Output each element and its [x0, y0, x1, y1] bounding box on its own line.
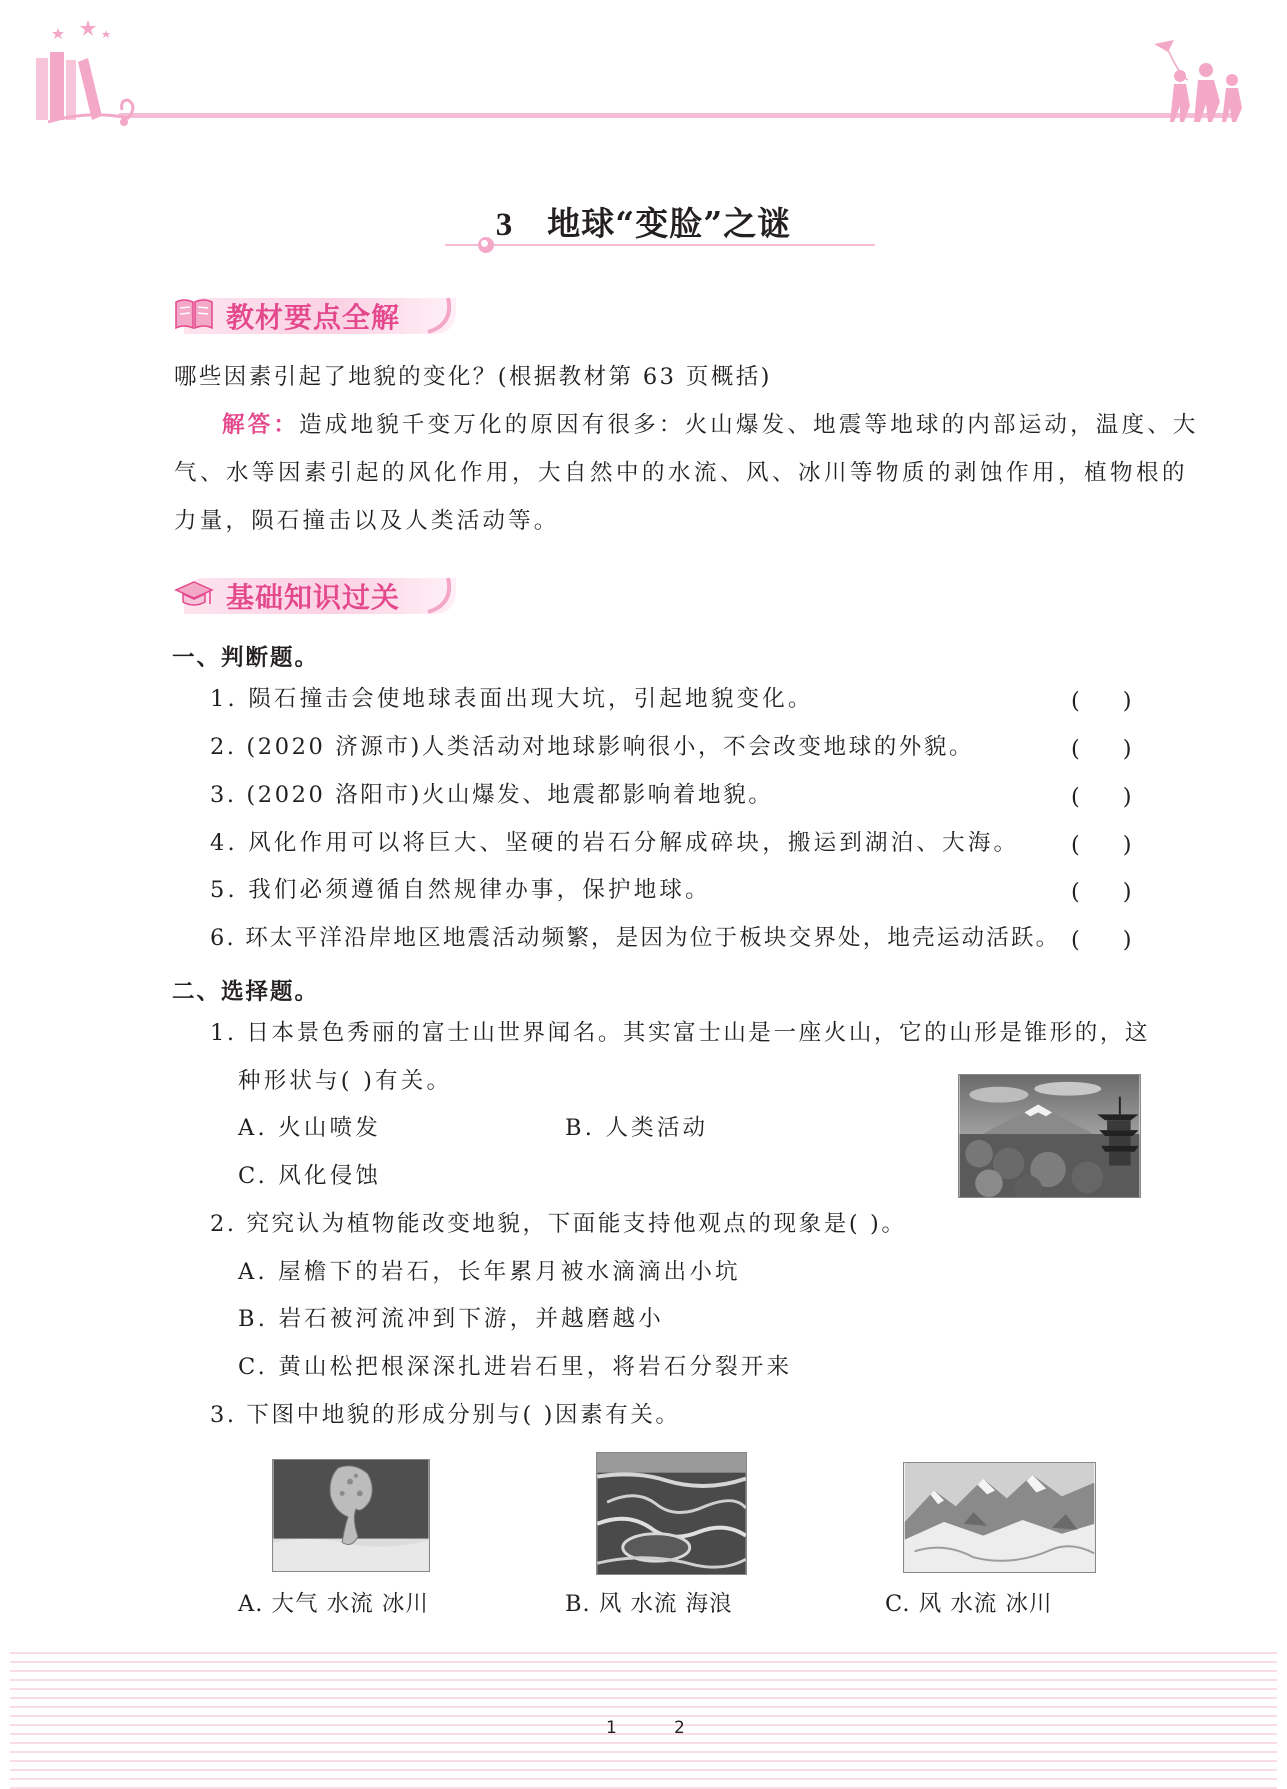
section-banner-key-points — [170, 292, 460, 336]
judgment-item: 6. 环太平洋沿岸地区地震活动频繁，是因为位于板块交界处，地壳运动活跃。 — [210, 925, 1061, 951]
answer-blank[interactable]: ( ) — [1071, 784, 1132, 810]
header-rule — [118, 113, 1238, 118]
banner-swash-icon — [426, 574, 460, 614]
page-number-left: 1 — [606, 1718, 617, 1738]
lesson-title — [0, 198, 1287, 245]
children-kite-decoration-icon — [1150, 36, 1250, 122]
q2-option-a: A. 屋檐下的岩石，长年累月被水滴滴出小坑 — [238, 1259, 741, 1285]
q1-option-c: C. 风化侵蚀 — [238, 1163, 382, 1189]
judgment-item: 4. 风化作用可以将巨大、坚硬的岩石分解成碎块，搬运到湖泊、大海。 — [210, 830, 1020, 856]
answer-blank[interactable]: ( ) — [1071, 688, 1132, 714]
q1-option-a: A. 火山喷发 — [238, 1115, 381, 1141]
judgment-item: 1. 陨石撞击会使地球表面出现大坑，引起地貌变化。 — [210, 686, 814, 712]
answer-line-2: 气、水等因素引起的风化作用，大自然中的水流、风、冰川等物质的剥蚀作用，植物根的 — [174, 460, 1189, 486]
q3-option-b: B. 风 水流 海浪 — [565, 1591, 733, 1617]
open-book-icon — [174, 296, 214, 332]
banner-swash-icon — [426, 294, 460, 334]
footer-stripes — [10, 1652, 1277, 1789]
glacier-mountains-photo — [903, 1462, 1096, 1573]
lesson-title-text: 地球“变脸”之谜 — [547, 204, 792, 243]
question-2: 2. 究究认为植物能改变地貌，下面能支持他观点的现象是( )。 — [210, 1211, 907, 1237]
river-meander-photo — [596, 1452, 747, 1575]
page-number-right: 2 — [674, 1718, 685, 1738]
books-stars-decoration-icon — [28, 18, 158, 133]
answer-line-1 — [222, 414, 1199, 437]
answer-text-1: 造成地貌千变万化的原因有很多：火山爆发、地震等地球的内部运动，温度、大 — [299, 412, 1199, 438]
answer-blank[interactable]: ( ) — [1071, 879, 1132, 905]
answer-label: 解答： — [222, 412, 300, 438]
graduation-cap-icon — [174, 576, 214, 612]
section-heading: 教材要点全解 — [226, 301, 401, 334]
q3-option-a: A. 大气 水流 冰川 — [238, 1591, 429, 1617]
q2-option-b: B. 岩石被河流冲到下游，并越磨越小 — [238, 1306, 664, 1332]
q2-option-c: C. 黄山松把根深深扎进岩石里，将岩石分裂开来 — [238, 1354, 793, 1380]
question-3: 3. 下图中地貌的形成分别与( )因素有关。 — [210, 1402, 681, 1428]
judgment-item: 2. (2020 济源市)人类活动对地球影响很小，不会改变地球的外貌。 — [210, 734, 975, 760]
answer-blank[interactable]: ( ) — [1071, 927, 1132, 953]
q1-option-b: B. 人类活动 — [565, 1115, 709, 1141]
part-heading-true-false: 一、判断题。 — [172, 645, 320, 671]
answer-line-3: 力量，陨石撞击以及人类活动等。 — [174, 508, 560, 534]
answer-blank[interactable]: ( ) — [1071, 736, 1132, 762]
lesson-number: 3 — [495, 207, 514, 243]
part-heading-choice: 二、选择题。 — [172, 979, 320, 1005]
answer-blank[interactable]: ( ) — [1071, 832, 1132, 858]
section-banner-basic-knowledge — [170, 572, 460, 616]
title-bullet-icon — [478, 237, 494, 253]
q3-option-c: C. 风 水流 冰川 — [885, 1591, 1053, 1617]
judgment-item: 5. 我们必须遵循自然规律办事，保护地球。 — [210, 877, 711, 903]
key-question: 哪些因素引起了地貌的变化？(根据教材第 63 页概括) — [174, 364, 772, 390]
mount-fuji-photo — [958, 1074, 1141, 1198]
mushroom-rock-photo — [272, 1459, 430, 1572]
title-underline — [445, 244, 875, 246]
question-1-line-2: 种形状与( )有关。 — [238, 1068, 453, 1094]
section-heading: 基础知识过关 — [226, 581, 401, 614]
judgment-item: 3. (2020 洛阳市)火山爆发、地震都影响着地貌。 — [210, 782, 774, 808]
question-1-line-1: 1. 日本景色秀丽的富士山世界闻名。其实富士山是一座火山，它的山形是锥形的，这 — [210, 1020, 1151, 1046]
